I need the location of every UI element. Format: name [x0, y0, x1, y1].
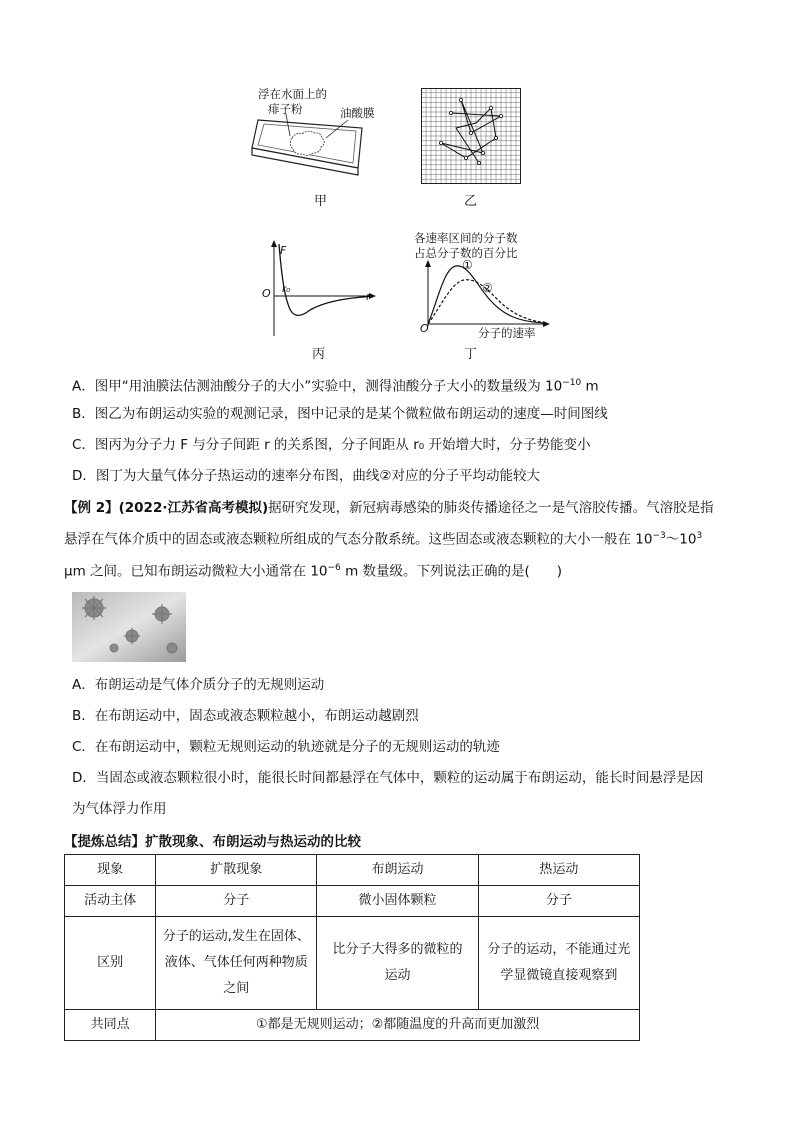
cell-line: 液体、气体任何两种物质	[164, 955, 308, 970]
example-2-sup3: −6	[327, 562, 341, 573]
example-2-sup1: −3	[652, 531, 666, 541]
virus-image	[72, 592, 186, 662]
cell-line: 学显微镜直接观察到	[500, 968, 618, 983]
table-cell: 共同点	[65, 1010, 156, 1041]
example-2-line3a: μm 之间。已知布朗运动微粒大小通常在 10	[64, 563, 328, 579]
q1-option-a-unit: m	[581, 378, 599, 395]
figure-bing-label: 丙	[312, 347, 326, 362]
table-cell: 分子	[478, 886, 639, 917]
cell-line: 运动	[384, 968, 411, 983]
q1-option-c: C．图丙为分子力 F 与分子间距 r 的关系图，分子间距从 r₀ 开始增大时，分子势能变小	[72, 437, 591, 453]
table-header: 布朗运动	[317, 855, 478, 886]
example-2-option-b: B．在布朗运动中，固态或液态颗粒越小，布朗运动越剧烈	[72, 708, 419, 724]
q1-option-a-text: A．图甲“用油膜法估测油酸分子的大小”实验中，测得油酸分子大小的数量级为 10	[72, 378, 563, 395]
table-header-row	[65, 855, 640, 886]
example-2-line2: 悬浮在气体介质中的固态或液态颗粒所组成的气态分散系统。这些固态或液态颗粒的大小一般在 10	[64, 531, 653, 548]
table-row	[65, 886, 640, 917]
bing-r0: r₀	[282, 284, 291, 295]
example-2-option-c: C．在布朗运动中，颗粒无规则运动的轨迹就是分子的无规则运动的轨迹	[72, 739, 500, 755]
figure-bing	[258, 238, 378, 338]
example-2-line1: 据研究发现，新冠病毒感染的肺炎传播途径之一是气溶胶传播。气溶胶是指	[268, 500, 714, 516]
cell-line: 比分子大得多的微粒的	[332, 942, 463, 957]
table-cell: 活动主体	[65, 886, 156, 917]
table-header: 热运动	[478, 855, 639, 886]
example-2-stem	[64, 494, 734, 585]
table-header: 扩散现象	[156, 855, 317, 886]
table-cell: 微小固体颗粒	[317, 886, 478, 917]
example-2-tag: 【例 2】	[64, 500, 119, 516]
example-2-option-d-cont: 为气体浮力作用	[72, 801, 167, 817]
example-2-source: (2022·江苏省高考模拟)	[118, 500, 269, 516]
cell-line: 分子的运动,发生在固体、	[162, 929, 310, 944]
ding-curve-2-label: ②	[482, 281, 493, 295]
ding-xlabel: 分子的速率	[478, 326, 536, 340]
jia-text-3: 油酸膜	[340, 106, 375, 120]
bing-r: r	[366, 290, 371, 303]
q1-option-b: B．图乙为布朗运动实验的观测记录，图中记录的是某个微粒做布朗运动的速度—时间图线	[72, 406, 608, 422]
jia-text-2: 痱子粉	[268, 102, 303, 116]
table-row	[65, 1010, 640, 1041]
table-row	[65, 917, 640, 1010]
table-header: 现象	[65, 855, 156, 886]
example-2-option-d: D．当固态或液态颗粒很小时，能很长时间都悬浮在气体中，颗粒的运动属于布朗运动，能长时间悬浮是因	[72, 770, 704, 786]
figure-ding-label: 丁	[464, 347, 478, 362]
example-2-sup2: 3	[696, 531, 703, 541]
table-cell: 分子	[156, 886, 317, 917]
example-2-line3b: m 数量级。下列说法正确的是( )	[340, 563, 563, 579]
q1-option-a-sup: −10	[562, 378, 582, 388]
cell-line: 之间	[223, 981, 250, 996]
q1-option-d: D．图丁为大量气体分子热运动的速率分布图，曲线②对应的分子平均动能较大	[72, 468, 540, 484]
table-cell	[478, 917, 639, 1010]
example-2-option-a: A．布朗运动是气体介质分子的无规则运动	[72, 677, 325, 693]
ding-ylabel-2: 占总分子数的百分比	[414, 246, 518, 260]
ding-ylabel-1: 各速率区间的分子数	[414, 231, 518, 245]
jia-text-1: 浮在水面上的	[258, 87, 327, 101]
q1-option-a	[72, 373, 599, 397]
figure-yi-label: 乙	[464, 194, 478, 209]
summary-title: 【提炼总结】扩散现象、布朗运动与热运动的比较	[64, 834, 361, 850]
table-cell	[317, 917, 478, 1010]
table-cell: 区别	[65, 917, 156, 1010]
figure-jia-label: 甲	[314, 194, 328, 209]
table-cell: ①都是无规则运动；②都随温度的升高而更加激烈	[156, 1010, 640, 1041]
bing-F: F	[280, 244, 287, 257]
cell-line: 分子的运动，不能通过光	[487, 942, 631, 957]
figure-yi	[421, 88, 521, 184]
ding-curve-1-label: ①	[462, 258, 473, 272]
comparison-table	[64, 854, 640, 1041]
ding-O: O	[420, 322, 429, 335]
bing-O: O	[262, 287, 271, 300]
figure-ding	[420, 260, 550, 330]
example-2-tilde: ～10	[665, 531, 697, 548]
table-cell	[156, 917, 317, 1010]
